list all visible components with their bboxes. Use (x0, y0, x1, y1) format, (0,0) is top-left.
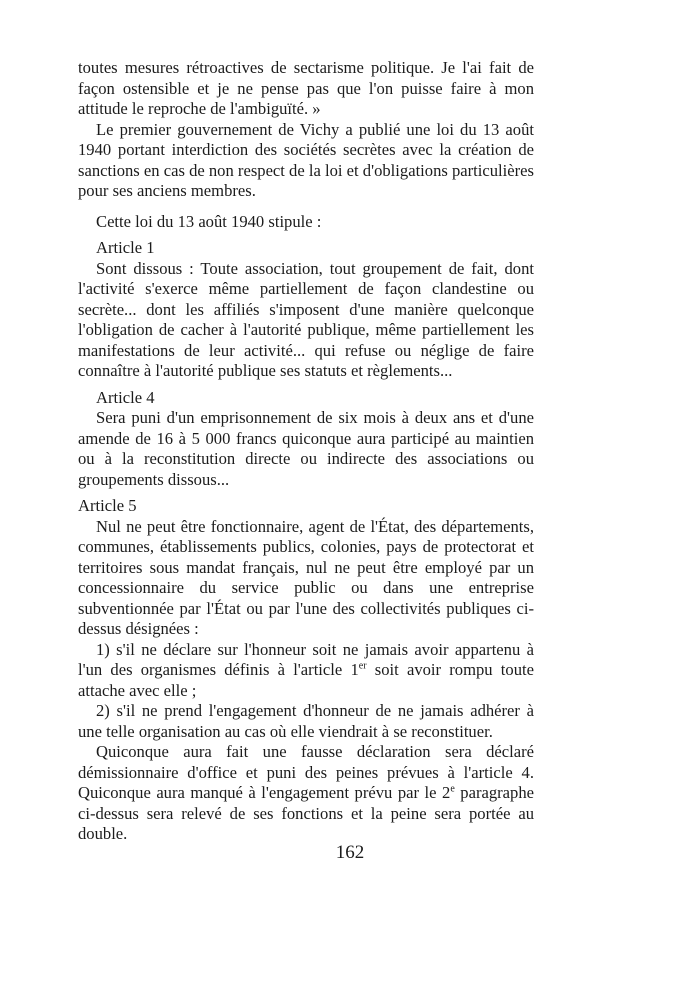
page-number: 162 (335, 842, 365, 863)
item-1-text: 1) s'il ne déclare sur l'honneur soit ne jamais avoir appartenu à l'un des organismes définis à l'article 1 (78, 639, 534, 679)
item-1-superscript: er (358, 660, 367, 672)
article-5-item-2: 2) s'il ne prend l'engagement d'honneur de ne jamais adhérer à une telle organisation au cas où elle viendrait à se reconstituer. (78, 701, 534, 741)
article-4-text: Sera puni d'un emprisonnement de six mois à deux ans et d'une amende de 16 à 5 000 francs quiconque aura participé au maintien ou à la reconstitution directe ou indirecte des associations ou groupements dissous... (78, 408, 534, 489)
penalties-text: Quiconque aura fait une fausse déclaration sera déclaré démissionnaire d'office et puni des peines prévues à l'article 4. Quiconque aura manqué à l'engagement prévu par le 2 (78, 742, 534, 802)
article-5-title: Article 5 (78, 496, 137, 515)
article-5-item-1 (78, 640, 534, 702)
page-body (78, 58, 534, 845)
article-5-text: Nul ne peut être fonctionnaire, agent de l'État, des départements, communes, établissements publics, colonies, pays de protectorat et territoires sous mandat français, nul ne peut être employé par un concessionnaire du service public ou dans une entreprise subventionnée par l'État ou par l'une des collectivités publiques ci-dessus désignées : (78, 516, 534, 638)
paragraph-law-intro: Cette loi du 13 août 1940 stipule : (96, 211, 322, 231)
article-1-title: Article 1 (96, 238, 155, 257)
paragraph-vichy-law: Le premier gouvernement de Vichy a publié une loi du 13 août 1940 portant interdiction des sociétés secrètes avec la création de sanctions en cas de non respect de la loi et d'obligations particulières pour ses anciens membres. (78, 119, 534, 200)
paragraph-penalties (78, 742, 534, 845)
article-1-text: Sont dissous : Toute association, tout groupement de fait, dont l'activité s'exerce même partiellement de façon clandestine ou secrète... dont les affiliés s'imposent d'une manière quelconque l'obligation de cacher à l'autorité publique, même partiellement les manifestations de leur activité... qui refuse ou néglige de faire connaître à l'autorité publique ses statuts et règlements... (78, 258, 534, 380)
article-4-title: Article 4 (96, 387, 155, 407)
item-1-text-end: soit avoir rompu toute attache avec elle ; (78, 660, 534, 700)
penalties-superscript: e (450, 783, 455, 795)
penalties-text-end: paragraphe ci-dessus sera relevé de ses fonctions et la peine sera portée au double. (78, 783, 534, 843)
paragraph-continuation: toutes mesures rétroactives de sectarisme politique. Je l'ai fait de façon ostensible et je ne pense pas que l'on puisse faire à mon attitude le reproche de l'ambiguïté. » (78, 58, 534, 118)
